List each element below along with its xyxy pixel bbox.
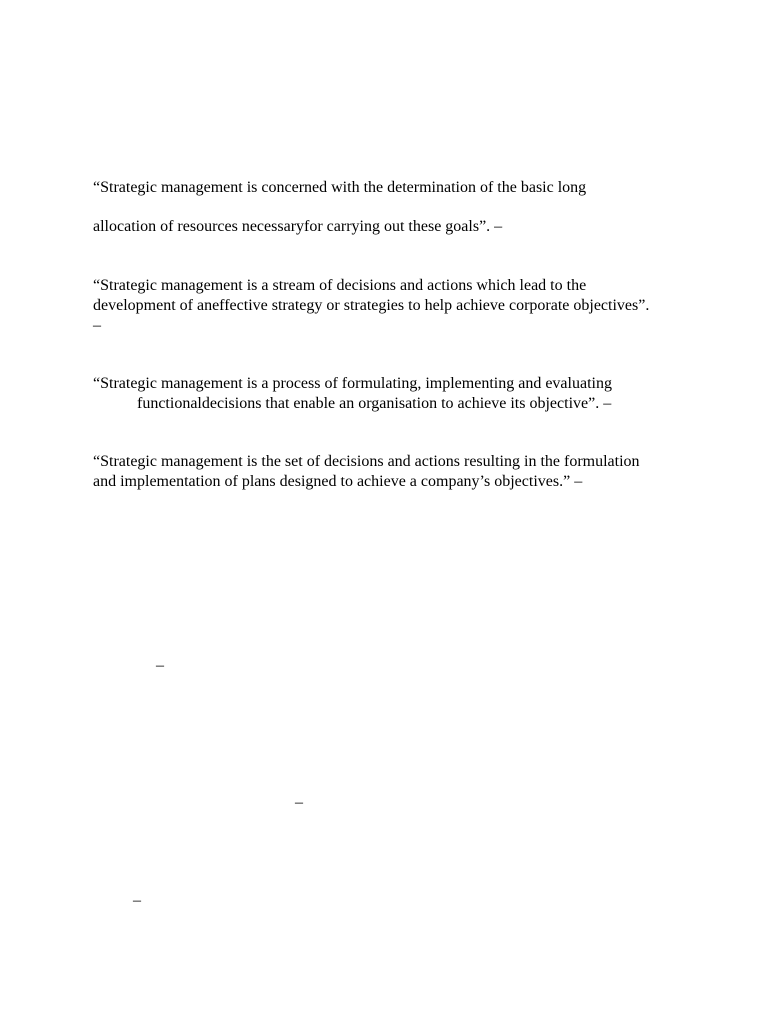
paragraph-line: functionaldecisions that enable an organisation to achieve its objective”. – <box>137 395 612 412</box>
paragraph-line: allocation of resources necessaryfor carrying out these goals”. – <box>93 218 503 235</box>
paragraph-line: “Strategic management is the set of decisions and actions resulting in the formulation <box>93 453 640 470</box>
paragraph-line: “Strategic management is a stream of decisions and actions which lead to the <box>93 277 587 294</box>
stray-dash: – <box>295 794 303 811</box>
paragraph-line: and implementation of plans designed to achieve a company’s objectives.” – <box>93 473 583 490</box>
stray-dash: – <box>156 657 164 674</box>
paragraph-line: development of aneffective strategy or strategies to help achieve corporate objectives”. <box>93 297 650 314</box>
paragraph-line: – <box>93 317 101 334</box>
paragraph-line: “Strategic management is concerned with the determination of the basic long <box>93 179 587 196</box>
paragraph-line: “Strategic management is a process of formulating, implementing and evaluating <box>93 375 612 392</box>
stray-dash: – <box>133 892 141 909</box>
